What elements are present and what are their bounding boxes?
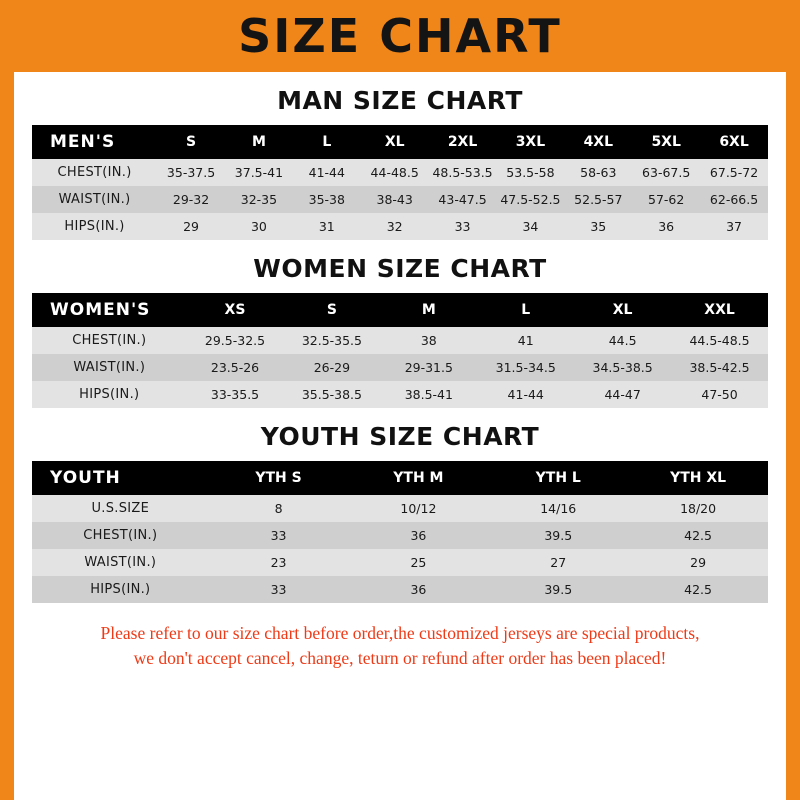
women-col-1: S (283, 293, 380, 327)
men-corner-label: MEN'S (32, 125, 157, 159)
youth-r2-c0: 23 (209, 549, 349, 576)
youth-r1-c0: 33 (209, 522, 349, 549)
youth-corner-label: YOUTH (32, 461, 209, 495)
youth-row-2-label: WAIST(IN.) (32, 549, 209, 576)
youth-r0-c3: 18/20 (628, 495, 768, 522)
women-col-4: XL (574, 293, 671, 327)
men-r0-c0: 35-37.5 (157, 159, 225, 186)
women-col-5: XXL (671, 293, 768, 327)
men-r0-c8: 67.5-72 (700, 159, 768, 186)
youth-col-2: YTH L (488, 461, 628, 495)
women-size-table (32, 293, 768, 408)
youth-row-1-label: CHEST(IN.) (32, 522, 209, 549)
youth-r2-c1: 25 (348, 549, 488, 576)
men-r0-c1: 37.5-41 (225, 159, 293, 186)
men-r1-c6: 52.5-57 (564, 186, 632, 213)
men-col-0: S (157, 125, 225, 159)
men-col-4: 2XL (429, 125, 497, 159)
women-corner-label: WOMEN'S (32, 293, 187, 327)
women-r1-c4: 34.5-38.5 (574, 354, 671, 381)
women-r1-c2: 29-31.5 (380, 354, 477, 381)
women-col-2: M (380, 293, 477, 327)
women-row-1-label: WAIST(IN.) (32, 354, 187, 381)
youth-r3-c2: 39.5 (488, 576, 628, 603)
men-r1-c0: 29-32 (157, 186, 225, 213)
table-header-row (32, 125, 768, 159)
youth-r1-c2: 39.5 (488, 522, 628, 549)
table-row (32, 213, 768, 240)
women-r0-c2: 38 (380, 327, 477, 354)
women-col-3: L (477, 293, 574, 327)
men-r0-c5: 53.5-58 (496, 159, 564, 186)
men-row-1-label: WAIST(IN.) (32, 186, 157, 213)
women-r2-c5: 47-50 (671, 381, 768, 408)
table-row (32, 186, 768, 213)
table-row (32, 522, 768, 549)
youth-r0-c2: 14/16 (488, 495, 628, 522)
youth-r3-c1: 36 (348, 576, 488, 603)
men-r0-c3: 44-48.5 (361, 159, 429, 186)
youth-r0-c1: 10/12 (348, 495, 488, 522)
women-r0-c0: 29.5-32.5 (187, 327, 284, 354)
men-col-5: 3XL (496, 125, 564, 159)
youth-r2-c2: 27 (488, 549, 628, 576)
table-row (32, 381, 768, 408)
table-header-row (32, 461, 768, 495)
women-r2-c2: 38.5-41 (380, 381, 477, 408)
youth-row-3-label: HIPS(IN.) (32, 576, 209, 603)
women-r1-c3: 31.5-34.5 (477, 354, 574, 381)
youth-col-3: YTH XL (628, 461, 768, 495)
footer-note-line-2: we don't accept cancel, change, teturn or refund after order has been placed! (133, 648, 667, 669)
table-header-row (32, 293, 768, 327)
men-section-title: MAN SIZE CHART (277, 86, 523, 115)
youth-r1-c1: 36 (348, 522, 488, 549)
men-r1-c2: 35-38 (293, 186, 361, 213)
men-r0-c2: 41-44 (293, 159, 361, 186)
table-row (32, 549, 768, 576)
men-row-0-label: CHEST(IN.) (32, 159, 157, 186)
men-r2-c6: 35 (564, 213, 632, 240)
women-r2-c1: 35.5-38.5 (283, 381, 380, 408)
men-r1-c3: 38-43 (361, 186, 429, 213)
table-row (32, 354, 768, 381)
women-row-2-label: HIPS(IN.) (32, 381, 187, 408)
youth-col-1: YTH M (348, 461, 488, 495)
youth-row-0-label: U.S.SIZE (32, 495, 209, 522)
men-r1-c8: 62-66.5 (700, 186, 768, 213)
page-title: SIZE CHART (238, 9, 562, 63)
women-r1-c1: 26-29 (283, 354, 380, 381)
women-r2-c3: 41-44 (477, 381, 574, 408)
men-r1-c7: 57-62 (632, 186, 700, 213)
women-r1-c0: 23.5-26 (187, 354, 284, 381)
men-r2-c0: 29 (157, 213, 225, 240)
women-row-0-label: CHEST(IN.) (32, 327, 187, 354)
men-col-1: M (225, 125, 293, 159)
table-row (32, 159, 768, 186)
youth-col-0: YTH S (209, 461, 349, 495)
women-section-title: WOMEN SIZE CHART (253, 254, 547, 283)
youth-size-table (32, 461, 768, 603)
women-r2-c0: 33-35.5 (187, 381, 284, 408)
men-r2-c4: 33 (429, 213, 497, 240)
youth-section-title: YOUTH SIZE CHART (260, 422, 540, 451)
men-col-6: 4XL (564, 125, 632, 159)
table-row (32, 576, 768, 603)
men-col-3: XL (361, 125, 429, 159)
men-row-2-label: HIPS(IN.) (32, 213, 157, 240)
header-banner (0, 0, 800, 72)
men-r0-c4: 48.5-53.5 (429, 159, 497, 186)
women-r1-c5: 38.5-42.5 (671, 354, 768, 381)
women-r0-c3: 41 (477, 327, 574, 354)
footer-note-line-1: Please refer to our size chart before order,the customized jerseys are special products, (100, 623, 700, 643)
youth-r1-c3: 42.5 (628, 522, 768, 549)
women-r0-c4: 44.5 (574, 327, 671, 354)
men-r2-c2: 31 (293, 213, 361, 240)
men-r2-c8: 37 (700, 213, 768, 240)
men-r0-c7: 63-67.5 (632, 159, 700, 186)
youth-r3-c3: 42.5 (628, 576, 768, 603)
women-r0-c1: 32.5-35.5 (283, 327, 380, 354)
youth-r2-c3: 29 (628, 549, 768, 576)
men-r2-c3: 32 (361, 213, 429, 240)
footer-note (32, 621, 768, 672)
men-r1-c4: 43-47.5 (429, 186, 497, 213)
men-r1-c1: 32-35 (225, 186, 293, 213)
men-r0-c6: 58-63 (564, 159, 632, 186)
women-r0-c5: 44.5-48.5 (671, 327, 768, 354)
women-r2-c4: 44-47 (574, 381, 671, 408)
men-r2-c5: 34 (496, 213, 564, 240)
youth-r3-c0: 33 (209, 576, 349, 603)
men-col-2: L (293, 125, 361, 159)
table-row (32, 327, 768, 354)
men-r2-c7: 36 (632, 213, 700, 240)
women-col-0: XS (187, 293, 284, 327)
men-col-7: 5XL (632, 125, 700, 159)
youth-r0-c0: 8 (209, 495, 349, 522)
men-r2-c1: 30 (225, 213, 293, 240)
men-col-8: 6XL (700, 125, 768, 159)
men-size-table (32, 125, 768, 240)
chart-content (14, 86, 786, 672)
table-row (32, 495, 768, 522)
men-r1-c5: 47.5-52.5 (496, 186, 564, 213)
